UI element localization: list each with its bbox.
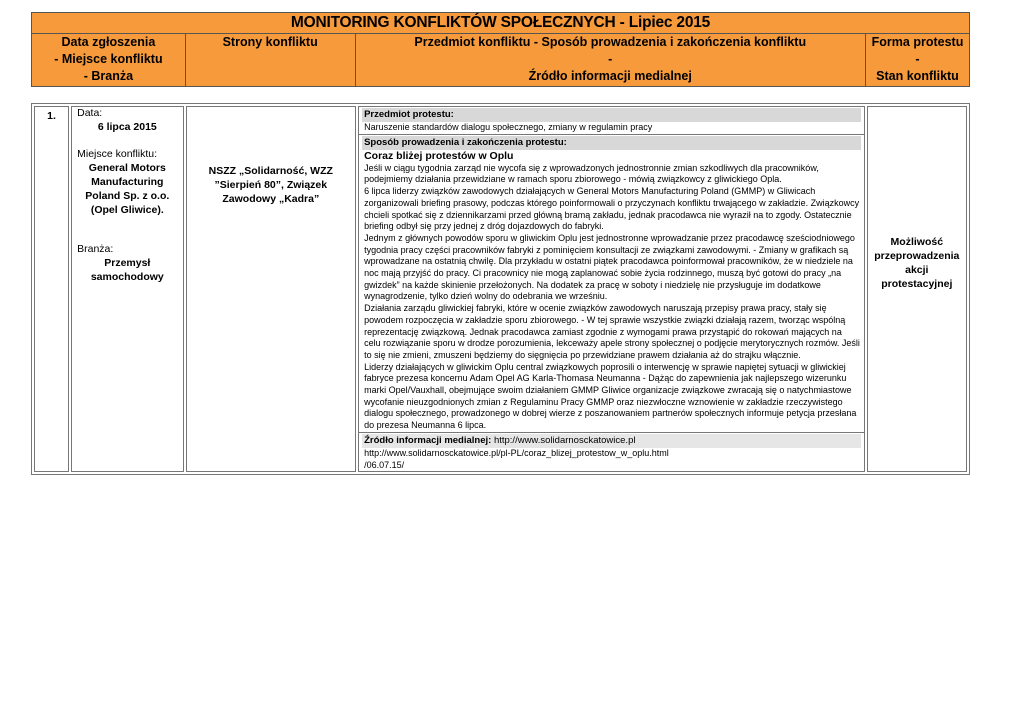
form-line: akcji: [905, 264, 929, 276]
subject-heading: Przedmiot protestu:: [362, 108, 861, 122]
place-line: General Motors: [88, 162, 166, 174]
header-text: Stan konfliktu: [876, 69, 959, 83]
article-title: Coraz bliżej protestów w Oplu: [364, 149, 514, 162]
header-text: - Miejsce konfliktu: [54, 52, 163, 66]
article-line: Liderzy działających w gliwickim Oplu central związkowych poprosili o interwencję w sprawie napiętej sytuacji w gliwickiej: [364, 361, 846, 372]
source-main-link[interactable]: http://www.solidarnosckatowice.pl: [491, 434, 636, 446]
article-line: marki Opel/Vauxhall, obejmujące swoim działaniem GMMP Gliwice organizacje związkowe zwracają się o natychmiastowe: [364, 385, 852, 396]
header-text: Forma protestu: [871, 35, 964, 49]
place-value: [72, 161, 182, 217]
article-line: dialogu społecznego, prowadzonego w dobrej wierze z poszanowaniem partnerów społecznych informuje petycja przesłana: [364, 408, 857, 419]
article-line: podejmiemy działania przewidziane w ramach sporu zbiorowego - mówią związkowcy z gliwickiego Opla.: [364, 174, 782, 185]
place-label: Miejsce konfliktu:: [77, 148, 158, 160]
form-value: [868, 235, 966, 291]
article-line: wynagrodzenie, tylko dzień wolny do odebrania we wrześniu.: [364, 291, 608, 302]
source-date: /06.07.15/: [364, 459, 405, 470]
article-line: zorganizowali briefing prasowy, podczas którego poinformowali o przyczynach konfliktu trwającego w zakładzie. Związkowcy: [364, 197, 860, 208]
form-line: protestacyjnej: [881, 278, 953, 290]
place-line: Poland Sp. z o.o.: [85, 190, 170, 202]
article-line: wprowadzane na ostatnią chwilę. Dla przykładu w ostatni piątek pracodawca poinformował pracowników, że w niedziele na: [364, 256, 853, 267]
industry-line: Przemysł: [104, 257, 151, 269]
parties-cell: [186, 106, 357, 472]
subject-text: Naruszenie standardów dialogu społecznego, zmiany w regulamin pracy: [364, 122, 653, 132]
article-line: do prezesa Neumanna 6 lipca.: [364, 420, 487, 431]
source-link[interactable]: http://www.solidarnosckatowice.pl/pl-PL/coraz_blizej_protestow_w_oplu.html: [364, 447, 669, 458]
article-line: fabryce prezesa koncernu Adam Opel AG Karla-Thomasa Neumanna - Dążąc do zapewnienia jak najlepszego wizerunku: [364, 373, 847, 384]
article-line: tygodnia pracy części pracowników fabryki z pominięciem konsultacji ze związkami zawodowymi. - Zmiany w grafikach są: [364, 244, 849, 255]
article-line: noc mają przyjść do pracy. Ci pracownicy nie mogą zaplanować sobie życia rodzinnego, muszą być gotowi do pracy „na: [364, 268, 842, 279]
header-col-parties: [185, 34, 355, 87]
parties-line: ”Sierpień 80”, Związek: [214, 179, 328, 191]
article-line: Jeśli w ciągu tygodnia zarząd nie wycofa się z wprowadzonych jednostronnie zmian szkodliwych dla pracowników,: [364, 162, 819, 173]
row-number: 1.: [34, 106, 69, 472]
article-line: Działania zarządu gliwickiej fabryki, które w ocenie związków zawodowych naruszają przepisy prawa pracy, stały się: [364, 303, 827, 314]
table-row: [34, 106, 967, 472]
place-line: (Opel Gliwice).: [90, 204, 164, 216]
header-col-form: [866, 34, 970, 87]
article-line: wycofanie nieuzgodnionych zmian z Regulaminu Pracy GMMP oraz niezwłoczne wznowienie w zakładzie rzeczywistego: [364, 396, 843, 407]
page-title: MONITORING KONFLIKTÓW SPOŁECZNYCH - Lipiec 2015: [32, 13, 970, 34]
parties-value: [187, 164, 356, 206]
conflict-table: [31, 103, 970, 475]
method-heading: Sposób prowadzenia i zakończenia protestu:: [362, 136, 861, 150]
header-col-date-place-industry: [32, 34, 186, 87]
industry-line: samochodowy: [90, 271, 164, 283]
article-line: Jednym z głównych powodów sporu w gliwickim Oplu jest jednostronne wprowadzanie przez pracodawcę sześciodniowego: [364, 232, 855, 243]
article-line: briefing odbył się przy jednej z dróg dojazdowych do fabryki.: [364, 221, 604, 232]
article-line: powodem rozpoczęcia w zakładzie sporu zbiorowego. - W tej sprawie wszystkie związki działają razem, tworząc wspólną: [364, 314, 846, 325]
date-value: 6 lipca 2015: [97, 121, 157, 133]
date-label: Data:: [77, 107, 103, 119]
industry-label: Branża:: [77, 243, 114, 255]
article-line: to się nie zmieni, zmuszeni będziemy do sięgnięcia po przewidziane prawem działania aż do strajku włącznie.: [364, 349, 801, 360]
header-col-subject: [355, 34, 866, 87]
date-place-cell: [71, 106, 183, 472]
header-text: -: [608, 52, 613, 66]
parties-line: NSZZ „Solidarność, WZZ: [208, 165, 333, 177]
source-heading: Źródło informacji medialnej:: [364, 434, 492, 446]
header-text: Przedmiot konfliktu - Sposób prowadzenia i zakończenia konfliktu: [414, 35, 807, 49]
header-table: [31, 12, 970, 87]
place-line: Manufacturing: [91, 176, 164, 188]
article-line: celu rozwiązanie sporu w drodze porozumienia, lekceważy apele strony społecznej o podjęcie merytorycznych rozmów. Jeśli: [364, 338, 860, 349]
header-text: Data zgłoszenia: [61, 35, 156, 49]
source-heading-line: [362, 434, 861, 448]
header-text: Źródło informacji medialnej: [528, 69, 692, 83]
article-line: 6 lipca liderzy związków zawodowych działających w General Motors Manufacturing Poland (GMMP) w Gliwicach: [364, 186, 816, 197]
subject-section: [359, 108, 864, 135]
article-line: gwizdek” na każde skinienie przełożonych. Na dodatek za pracę w soboty i niedzielę nie przysługuje im dodatkowe: [364, 279, 821, 290]
form-line: Możliwość: [890, 236, 944, 248]
method-section: [359, 136, 864, 433]
header-text: - Branża: [83, 69, 134, 83]
source-section: [359, 434, 864, 471]
industry-value: [72, 256, 182, 284]
article-line: chcieli spotkać się z dziennikarzami przed główną bramą zakładu, jednak pracodawca nie wyraził na to zgody. Ostatecznie: [364, 209, 852, 220]
parties-line: Zawodowy „Kadra”: [222, 193, 320, 205]
subject-cell: [358, 106, 865, 472]
header-text: Strony konfliktu: [222, 35, 318, 49]
form-cell: [867, 106, 967, 472]
article-line: reprezentację związkową. Jednak pracodawca zamiast zgodnie z wymogami prawa przystąpić do rokowań mających na: [364, 326, 842, 337]
form-line: przeprowadzenia: [874, 250, 960, 262]
article-body: [359, 163, 864, 432]
header-text: -: [915, 52, 920, 66]
